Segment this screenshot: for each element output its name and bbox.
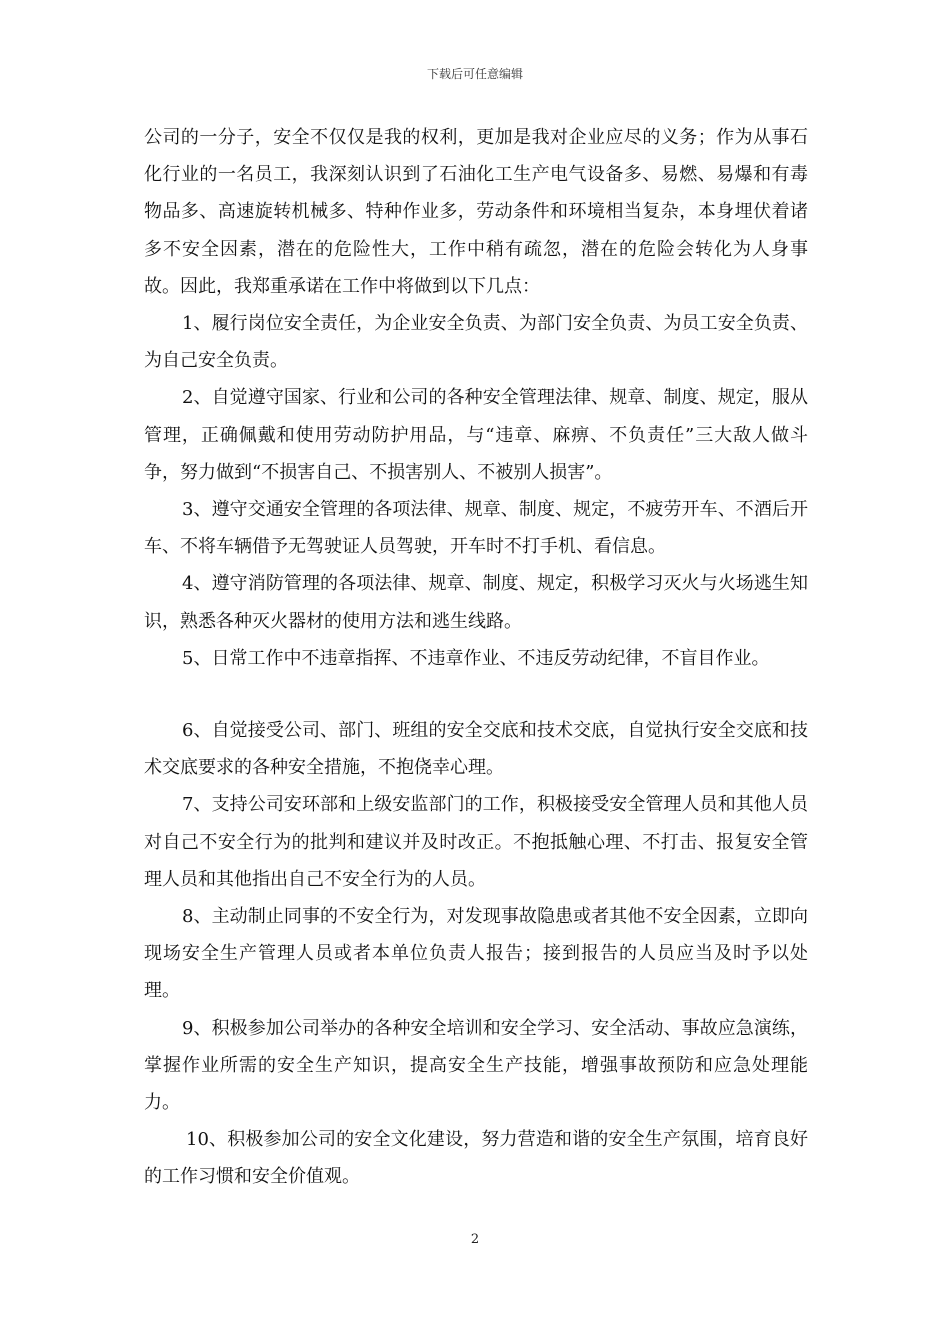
commitment-item-2: 2、自觉遵守国家、行业和公司的各种安全管理法律、规章、制度、规定，服从管理，正确佩戴和使用劳动防护用品，与“违章、麻痹、不负责任”三大敌人做斗争，努力做到“不损害自己、不损害别人、不被别人损害”。 [144, 387, 808, 483]
intro-paragraph: 公司的一分子，安全不仅仅是我的权利，更加是我对企业应尽的义务；作为从事石化行业的一名员工，我深刻认识到了石油化工生产电气设备多、易燃、易爆和有毒物品多、高速旋转机械多、特种作业多，劳动条件和环境相当复杂，本身埋伏着诸多不安全因素，潜在的危险性大，工作中稍有疏忽，潜在的危险会转化为人身事故。因此，我郑重承诺在工作中将做到以下几点： [144, 127, 808, 297]
commitment-item-10: 10、积极参加公司的安全文化建设，努力营造和谐的安全生产氛围，培育良好的工作习惯和安全价值观。 [144, 1129, 808, 1188]
commitment-item-9: 9、积极参加公司举办的各种安全培训和安全学习、安全活动、事故应急演练，掌握作业所需的安全生产知识，提高安全生产技能，增强事故预防和应急处理能力。 [144, 1017, 808, 1114]
blank-line [144, 677, 808, 712]
commitment-item-6: 6、自觉接受公司、部门、班组的安全交底和技术交底，自觉执行安全交底和技术交底要求的各种安全措施，不抱侥幸心理。 [144, 720, 808, 779]
document-body [144, 119, 808, 1196]
commitment-item-4: 4、遵守消防管理的各项法律、规章、制度、规定，积极学习灭火与火场逃生知识，熟悉各种灭火器材的使用方法和逃生线路。 [144, 573, 808, 632]
commitment-item-7: 7、支持公司安环部和上级安监部门的工作，积极接受安全管理人员和其他人员对自己不安全行为的批判和建议并及时改正。不抱抵触心理、不打击、报复安全管理人员和其他指出自己不安全行为的人员。 [144, 794, 808, 890]
page-number: 2 [470, 1232, 480, 1247]
commitment-item-5: 5、日常工作中不违章指挥、不违章作业、不违反劳动纪律，不盲目作业。 [182, 647, 770, 669]
page-header: 下载后可任意编辑 [426, 67, 523, 81]
commitment-item-3: 3、遵守交通安全管理的各项法律、规章、制度、规定，不疲劳开车、不酒后开车、不将车辆借予无驾驶证人员驾驶，开车时不打手机、看信息。 [144, 499, 808, 558]
commitment-item-1: 1、履行岗位安全责任，为企业安全负责、为部门安全负责、为员工安全负责、为自己安全负责。 [144, 313, 808, 372]
commitment-item-8: 8、主动制止同事的不安全行为，对发现事故隐患或者其他不安全因素，立即向现场安全生产管理人员或者本单位负责人报告；接到报告的人员应当及时予以处理。 [144, 906, 808, 1002]
